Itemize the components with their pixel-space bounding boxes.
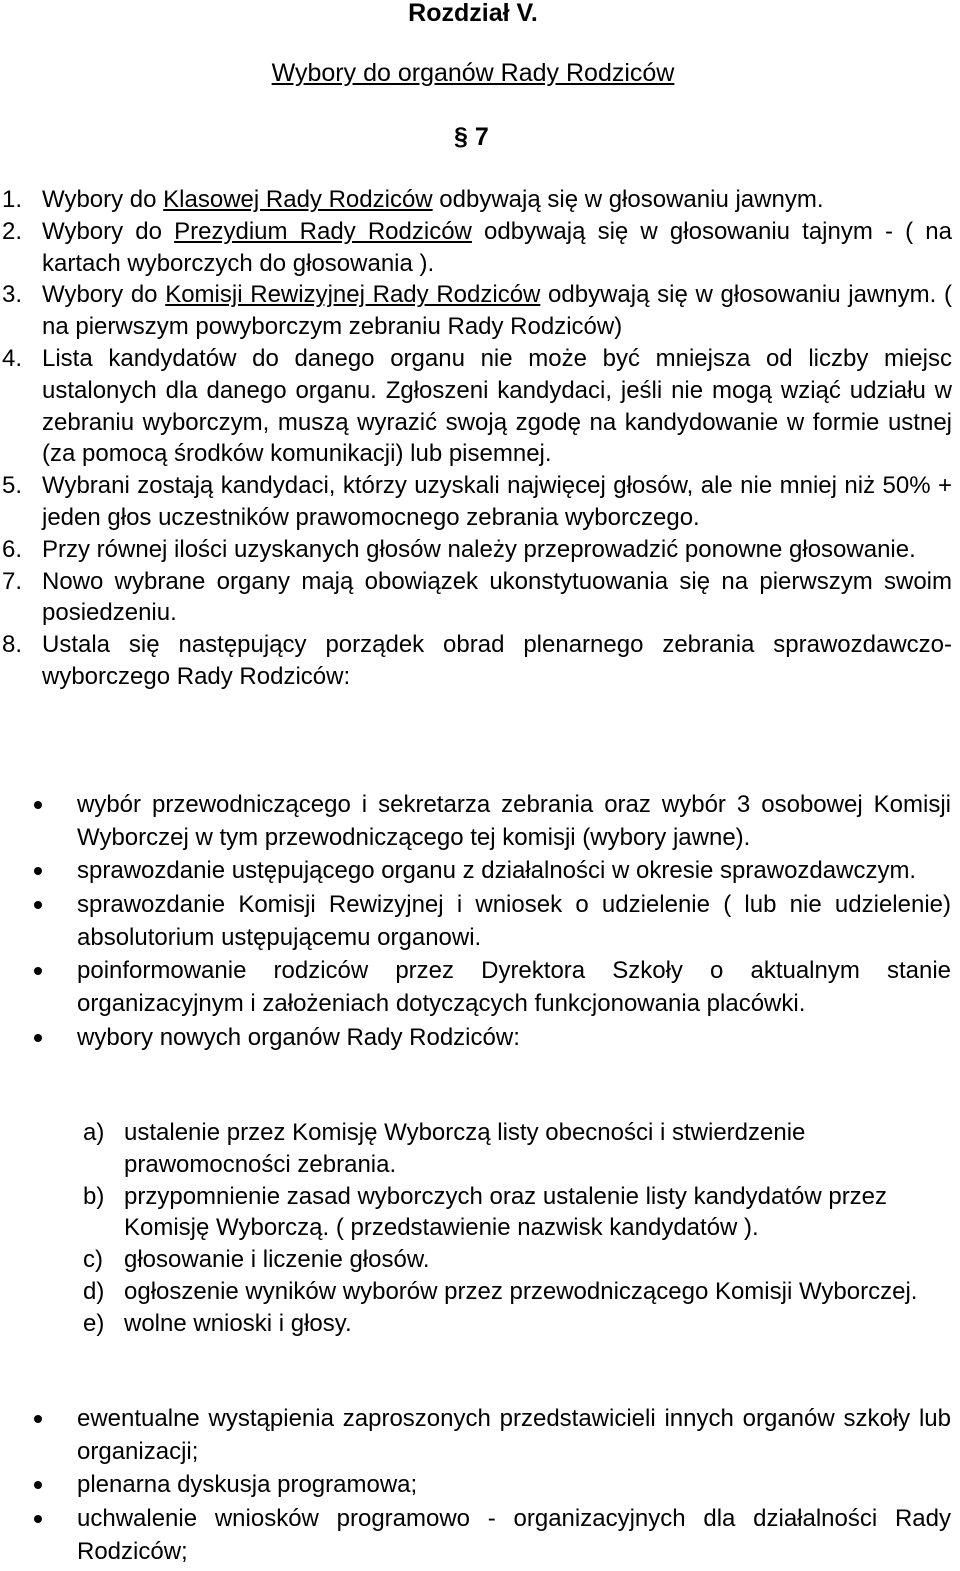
item-text: Wybrani zostają kandydaci, którzy uzyskali najwięcej głosów, ale nie mniej niż 50% + jeden głos uczestników prawomocnego zebrania wyborczego. xyxy=(42,472,952,531)
item-text: Ustala się następujący porządek obrad plenarnego zebrania sprawozdawczo-wyborczego Rady Rodziców: xyxy=(42,631,952,690)
chapter-heading: Rozdział V. xyxy=(408,0,538,27)
item-text: Lista kandydatów do danego organu nie może być mniejsza od liczby miejsc ustalonych dla danego organu. Zgłoszeni kandydaci, jeśli nie mogą wziąć udziału w zebraniu wyborczym, muszą wyrazić swoją zgodę na kandydowanie w formie ustnej (za pomocą środków komunikacji) lub pisemnej. xyxy=(42,344,952,468)
sub-item-text: ogłoszenie wyników wyborów przez przewodniczącego Komisji Wyborczej. xyxy=(124,1277,918,1305)
bullet-icon xyxy=(34,1415,42,1423)
sub-item-label: b) xyxy=(83,1182,105,1210)
agenda-bullet-list xyxy=(0,789,960,1054)
numbered-list xyxy=(0,184,960,693)
list-item-3 xyxy=(0,279,952,343)
sub-item-b xyxy=(0,1181,924,1245)
item-underlined-text: Prezydium Rady Rodziców xyxy=(174,217,472,245)
sub-item-text: wolne wnioski i głosy. xyxy=(124,1309,352,1337)
bullet-text: plenarna dyskusja programowa; xyxy=(77,1471,418,1499)
item-underlined-text: Komisji Rewizyjnej Rady Rodziców xyxy=(165,281,541,309)
item-number: 8. xyxy=(2,631,23,659)
bullet-icon xyxy=(34,801,42,809)
sub-item-a xyxy=(0,1117,924,1181)
item-number: 5. xyxy=(2,472,23,500)
list-item-1 xyxy=(0,184,952,216)
sub-item-c xyxy=(0,1244,924,1276)
bullet-icon xyxy=(34,901,42,909)
bullet-text: sprawozdanie ustępującego organu z działalności w okresie sprawozdawczym. xyxy=(77,857,917,885)
bullet-icon xyxy=(34,867,42,875)
section-title: Wybory do organów Rady Rodziców xyxy=(271,59,675,87)
sub-item-label: d) xyxy=(83,1277,105,1305)
sub-item-label: a) xyxy=(83,1119,105,1146)
sub-item-e xyxy=(0,1308,924,1340)
sub-item-text: głosowanie i liczenie głosów. xyxy=(124,1246,430,1274)
paragraph-mark: § 7 xyxy=(454,123,489,151)
bullet-item xyxy=(0,955,951,1020)
item-text: odbywają się w głosowaniu jawnym. ( na pierwszym powyborczym zebraniu Rady Rodziców) xyxy=(42,281,952,341)
bullet-text: ewentualne wystąpienia zaproszonych przedstawicieli innych organów szkoły lub organizacji; xyxy=(77,1405,951,1465)
bullet-icon xyxy=(34,1515,42,1523)
item-text: Wybory do xyxy=(42,217,175,245)
bullet-icon xyxy=(34,1481,42,1489)
list-item-2 xyxy=(0,216,952,280)
item-number: 1. xyxy=(2,186,23,213)
sub-item-text: ustalenie przez Komisję Wyborczą listy obecności i stwierdzenie prawomocności zebrania. xyxy=(124,1119,806,1178)
sub-item-d xyxy=(0,1276,924,1308)
bullet-text: wybór przewodniczącego i sekretarza zebrania oraz wybór 3 osobowej Komisji Wyborczej w tym przewodniczącego tej komisji (wybory jawne). xyxy=(77,791,951,851)
agenda-bullet-list-continued xyxy=(0,1403,960,1568)
bullet-text: uchwalenie wniosków programowo - organizacyjnych dla działalności Rady Rodziców; xyxy=(77,1505,951,1565)
item-text: Wybory do xyxy=(42,281,166,309)
list-item-4 xyxy=(0,343,952,470)
bullet-icon xyxy=(34,967,42,975)
list-item-7 xyxy=(0,566,952,630)
item-text: Przy równej ilości uzyskanych głosów należy przeprowadzić ponowne głosowanie. xyxy=(42,535,916,563)
bullet-item xyxy=(0,1469,951,1502)
bullet-text: poinformowanie rodziców przez Dyrektora Szkoły o aktualnym stanie organizacyjnym i założeniach dotyczących funkcjonowania placówki. xyxy=(77,957,951,1017)
bullet-text: wybory nowych organów Rady Rodziców: xyxy=(77,1023,520,1051)
list-item-8 xyxy=(0,629,952,693)
item-text: Nowo wybrane organy mają obowiązek ukonstytuowania się na pierwszym swoim posiedzeniu. xyxy=(42,567,952,627)
bullet-item xyxy=(0,889,951,954)
sub-item-text: przypomnienie zasad wyborczych oraz ustalenie listy kandydatów przez Komisję Wyborczą. ( przedstawienie nazwisk kandydatów ). xyxy=(124,1182,888,1242)
list-item-6 xyxy=(0,534,952,566)
bullet-item xyxy=(0,1022,951,1055)
item-number: 7. xyxy=(2,567,23,595)
item-text: odbywają się w głosowaniu tajnym - ( na kartach wyborczych do głosowania ). xyxy=(42,217,952,277)
item-number: 3. xyxy=(2,281,23,309)
bullet-item xyxy=(0,1403,951,1468)
item-text: Wybory do xyxy=(42,186,164,213)
list-item-5 xyxy=(0,470,952,534)
bullet-item xyxy=(0,855,951,888)
bullet-item xyxy=(0,789,951,854)
sub-item-label: e) xyxy=(83,1309,105,1337)
bullet-item xyxy=(0,1503,951,1568)
item-number: 2. xyxy=(2,217,23,245)
item-text: odbywają się w głosowaniu jawnym. xyxy=(432,186,824,213)
election-steps-list xyxy=(0,1117,960,1340)
bullet-text: sprawozdanie Komisji Rewizyjnej i wniosek o udzielenie ( lub nie udzielenie) absolutorium ustępującemu organowi. xyxy=(77,891,951,951)
bullet-icon xyxy=(34,1034,42,1042)
item-underlined-text: Klasowej Rady Rodziców xyxy=(163,186,433,213)
item-number: 6. xyxy=(2,535,23,563)
item-number: 4. xyxy=(2,344,23,372)
sub-item-label: c) xyxy=(83,1246,103,1274)
